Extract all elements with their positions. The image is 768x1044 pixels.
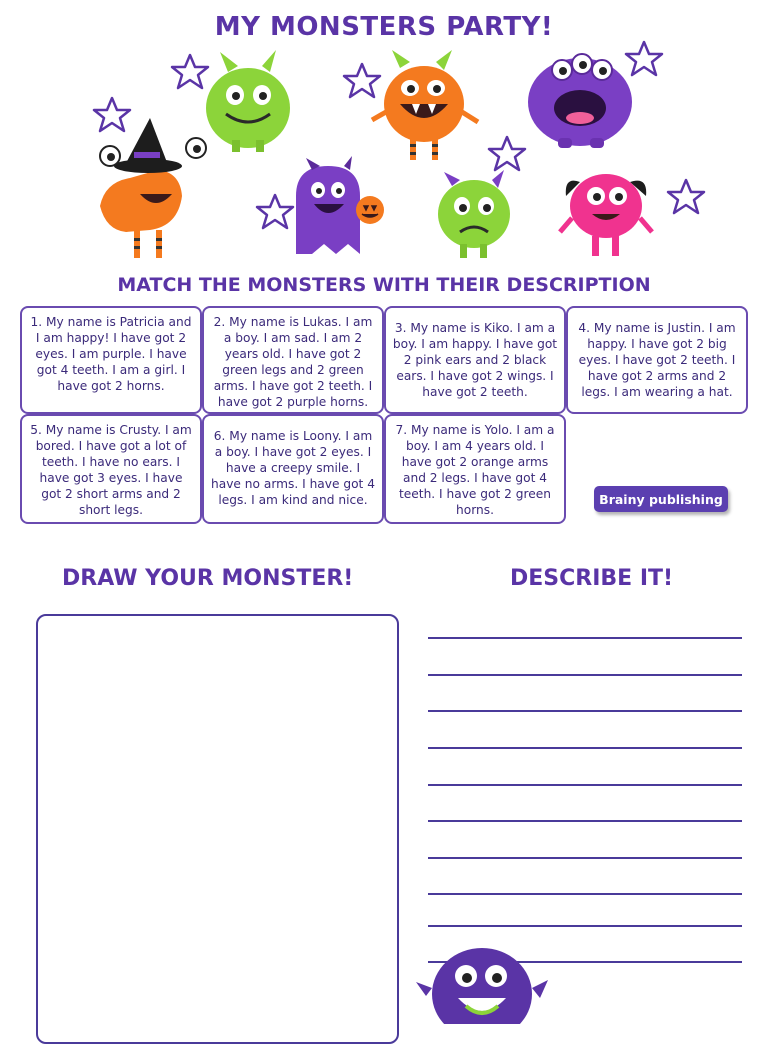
description-card-2: 2. My name is Lukas. I am a boy. I am sad. I am 2 years old. I have got 2 green legs and 2 green arms. I have got 2 teeth. I have got 2 purple horns.	[202, 306, 384, 414]
description-card-1: 1. My name is Patricia and I am happy! I have got 2 eyes. I am purple. I have got 4 teeth. I am a girl. I have got 2 horns.	[20, 306, 202, 414]
publisher-badge: Brainy publishing	[594, 486, 728, 512]
description-card-3: 3. My name is Kiko. I am a boy. I am happy. I have got 2 pink ears and 2 black ears. I have got 2 wings. I have got 2 teeth.	[384, 306, 566, 414]
writing-line[interactable]	[428, 893, 742, 895]
draw-heading: DRAW YOUR MONSTER!	[62, 566, 354, 591]
description-card-6: 6. My name is Loony. I am a boy. I have got 2 eyes. I have a creepy smile. I have no arms. I have got 4 legs. I am kind and nice.	[202, 414, 384, 524]
star-icon	[668, 180, 704, 213]
writing-line[interactable]	[428, 747, 742, 749]
star-icon	[94, 98, 130, 131]
description-card-4: 4. My name is Justin. I am happy. I have got 2 big eyes. I have got 2 teeth. I have got 2 arms and 2 legs. I am wearing a hat.	[566, 306, 748, 414]
star-icon	[344, 64, 380, 97]
describe-heading: DESCRIBE IT!	[510, 566, 674, 591]
writing-line[interactable]	[428, 820, 742, 822]
writing-line[interactable]	[428, 674, 742, 676]
star-icon	[626, 42, 662, 75]
writing-line[interactable]	[428, 857, 742, 859]
match-subtitle: MATCH THE MONSTERS WITH THEIR DESCRIPTION	[117, 274, 651, 296]
star-icon	[257, 195, 293, 228]
monster-illustration	[412, 936, 552, 1024]
worksheet-title: MY MONSTERS PARTY!	[214, 12, 554, 42]
writing-line[interactable]	[428, 637, 742, 639]
writing-line[interactable]	[428, 710, 742, 712]
writing-line[interactable]	[428, 784, 742, 786]
drawing-area[interactable]	[36, 614, 399, 1044]
description-card-5: 5. My name is Crusty. I am bored. I have got a lot of teeth. I have no ears. I have got 3 eyes. I have got 2 short arms and 2 short legs.	[20, 414, 202, 524]
monster-illustration	[0, 40, 768, 272]
description-card-7: 7. My name is Yolo. I am a boy. I am 4 years old. I have got 2 orange arms and 2 legs. I have got 4 teeth. I have got 2 green horns.	[384, 414, 566, 524]
star-icon	[172, 55, 208, 88]
writing-line[interactable]	[428, 925, 742, 927]
star-icon	[489, 137, 525, 170]
